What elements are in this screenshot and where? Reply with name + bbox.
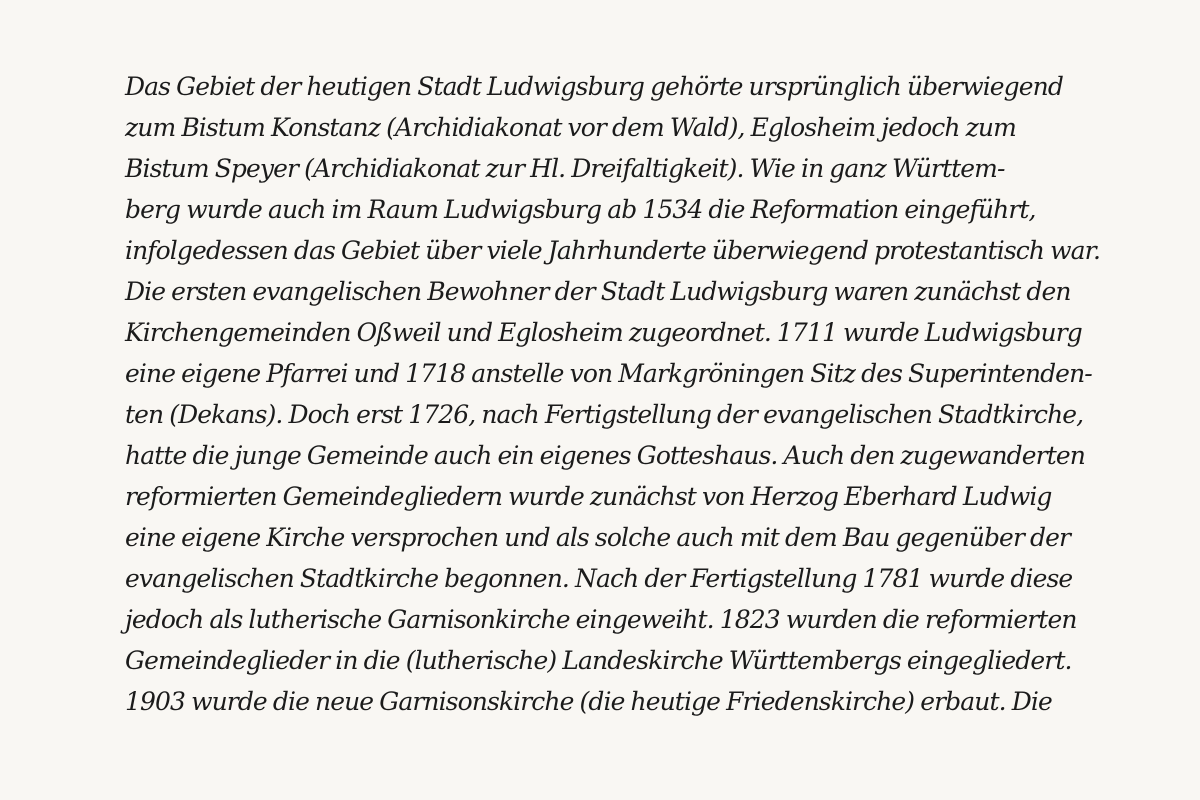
text-line: hatte die junge Gemeinde auch ein eigenes Gotteshaus. Auch den zugewanderten xyxy=(125,441,1085,470)
text-line: evangelischen Stadtkirche begonnen. Nach der Fertigstellung 1781 wurde diese xyxy=(125,564,1073,593)
text-line: infolgedessen das Gebiet über viele Jahrhunderte überwiegend protestantisch war. xyxy=(125,236,1100,265)
text-line: eine eigene Kirche versprochen und als solche auch mit dem Bau gegenüber der xyxy=(125,523,1071,552)
text-line: ten (Dekans). Doch erst 1726, nach Fertigstellung der evangelischen Stadtkirche, xyxy=(125,400,1084,429)
text-line: jedoch als lutherische Garnisonkirche eingeweiht. 1823 wurden die reformierten xyxy=(125,605,1077,634)
text-line: 1903 wurde die neue Garnisonskirche (die heutige Friedenskirche) erbaut. Die xyxy=(125,687,1052,716)
text-line: Gemeindeglieder in die (lutherische) Landeskirche Württembergs eingegliedert. xyxy=(125,646,1072,675)
text-line: Das Gebiet der heutigen Stadt Ludwigsburg gehörte ursprünglich überwiegend xyxy=(125,72,1063,101)
text-line: zum Bistum Konstanz (Archidiakonat vor dem Wald), Eglosheim jedoch zum xyxy=(125,113,1016,142)
text-line: Bistum Speyer (Archidiakonat zur Hl. Dreifaltigkeit). Wie in ganz Württem- xyxy=(125,154,1005,183)
text-line: Kirchengemeinden Oßweil und Eglosheim zugeordnet. 1711 wurde Ludwigsburg xyxy=(125,318,1082,347)
text-line: Die ersten evangelischen Bewohner der Stadt Ludwigsburg waren zunächst den xyxy=(125,277,1071,306)
body-paragraph xyxy=(125,66,1100,722)
text-line: reformierten Gemeindegliedern wurde zunächst von Herzog Eberhard Ludwig xyxy=(125,482,1052,511)
text-line: berg wurde auch im Raum Ludwigsburg ab 1534 die Reformation eingeführt, xyxy=(125,195,1036,224)
text-line: eine eigene Pfarrei und 1718 anstelle von Markgröningen Sitz des Superintenden- xyxy=(125,359,1092,388)
